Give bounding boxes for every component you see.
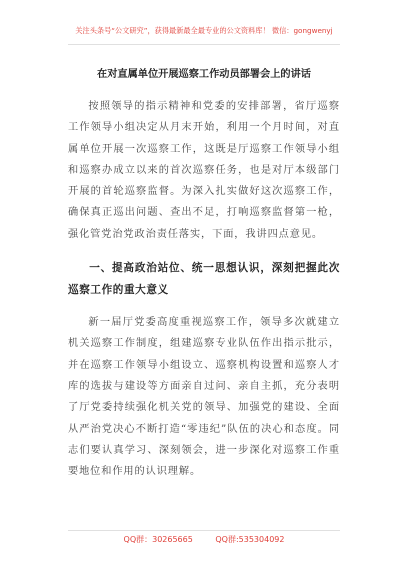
document-body	[68, 96, 340, 482]
footer-qq-group-1: QQ群：30265665	[123, 535, 193, 544]
footer-qq-group-2: QQ群:535304092	[215, 535, 285, 544]
document-title: 在对直属单位开展巡察工作动员部署会上的讲话	[97, 68, 311, 80]
header-banner: 关注头条号“公文研究”，获得最新最全最专业的公文资料库！ 微信：gongwenyj	[68, 24, 340, 45]
footer	[68, 530, 340, 549]
section-heading-1: 一、提高政治站位、统一思想认识，深刻把握此次巡察工作的重大意义	[68, 262, 340, 296]
intro-paragraph: 按照领导的指示精神和党委的安排部署，省厅巡察工作领导小组决定从月末开始，利用一个月时间，对直属单位开展一次巡察工作，这既是厅巡察工作领导小组和巡察办成立以来的首次巡察任务，也是对厅本级部门开展的首轮巡察监督。为深入扎实做好这次巡察工作，确保真正巡出问题、查出不足，打响巡察监督第一枪，强化管党治党政治责任落实，下面，我讲四点意见。	[68, 101, 340, 240]
section-1-paragraph: 新一届厅党委高度重视巡察工作，领导多次就建立机关巡察工作制度，组建巡察专业队伍作出指示批示，并在巡察工作领导小组设立、巡察机构设置和巡察人才库的选拔与建设等方面亲自过问、亲自主抓，充分表明了厅党委持续强化机关党的领导、加强党的建设、全面从严治党决心不断打造“零违纪”队伍的决心和态度。同志们要认真学习、深刻领会，进一步深化对巡察工作重要地位和作用的认识理解。	[68, 317, 340, 478]
